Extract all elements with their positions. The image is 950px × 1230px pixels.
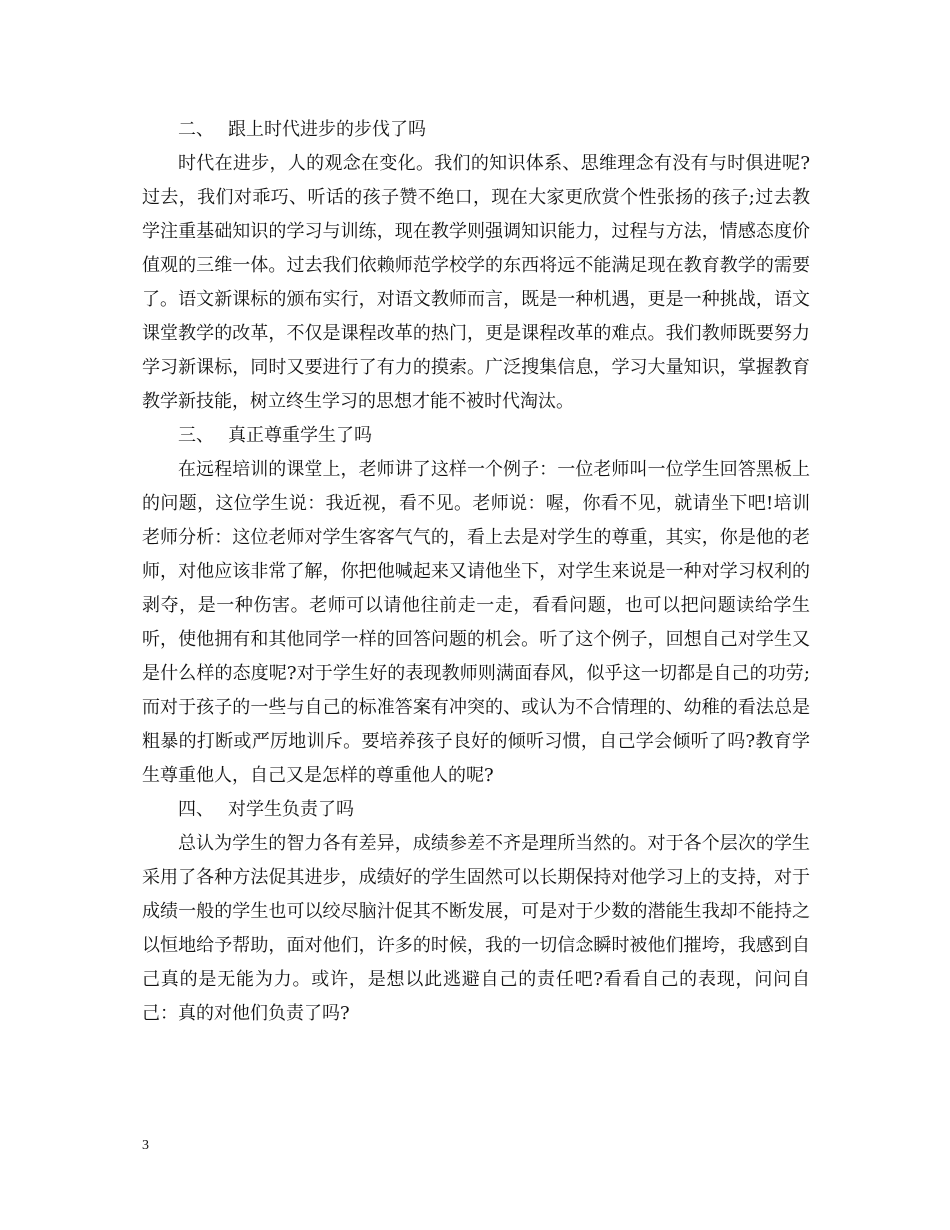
page-number: 3 <box>142 1138 149 1153</box>
section-heading-2 <box>142 113 810 147</box>
section-heading-number: 四、 <box>178 799 214 820</box>
document-body <box>142 113 810 1031</box>
section-heading-number: 三、 <box>178 425 214 446</box>
section-heading-4 <box>142 793 810 827</box>
section-heading-text: 跟上时代进步的步伐了吗 <box>228 119 426 140</box>
section-heading-number: 二、 <box>178 119 214 140</box>
section-paragraph-2: 时代在进步，人的观念在变化。我们的知识体系、思维理念有没有与时俱进呢?过去，我们对乖巧、听话的孩子赞不绝口，现在大家更欣赏个性张扬的孩子;过去教学注重基础知识的学习与训练，现在教学则强调知识能力，过程与方法，情感态度价值观的三维一体。过去我们依赖师范学校学的东西将远不能满足现在教育教学的需要了。语文新课标的颁布实行，对语文教师而言，既是一种机遇，更是一种挑战，语文课堂教学的改革，不仅是课程改革的热门，更是课程改革的难点。我们教师既要努力学习新课标，同时又要进行了有力的摸索。广泛搜集信息，学习大量知识，掌握教育教学新技能，树立终生学习的思想才能不被时代淘汰。 <box>142 153 810 412</box>
section-heading-3 <box>142 419 810 453</box>
section-paragraph-4: 总认为学生的智力各有差异，成绩参差不齐是理所当然的。对于各个层次的学生采用了各种方法促其进步，成绩好的学生固然可以长期保持对他学习上的支持，对于成绩一般的学生也可以绞尽脑汁促其不断发展，可是对于少数的潜能生我却不能持之以恒地给予帮助，面对他们，许多的时候，我的一切信念瞬时被他们摧垮，我感到自己真的是无能为力。或许，是想以此逃避自己的责任吧?看看自己的表现，问问自己：真的对他们负责了吗? <box>142 833 810 1024</box>
section-heading-text: 真正尊重学生了吗 <box>228 425 372 446</box>
section-heading-text: 对学生负责了吗 <box>228 799 354 820</box>
section-paragraph-3: 在远程培训的课堂上，老师讲了这样一个例子：一位老师叫一位学生回答黑板上的问题，这位学生说：我近视，看不见。老师说：喔，你看不见，就请坐下吧!培训老师分析：这位老师对学生客客气气的，看上去是对学生的尊重，其实，你是他的老师，对他应该非常了解，你把他喊起来又请他坐下，对学生来说是一种对学习权利的剥夺，是一种伤害。老师可以请他往前走一走，看看问题，也可以把问题读给学生听，使他拥有和其他同学一样的回答问题的机会。听了这个例子，回想自己对学生又是什么样的态度呢?对于学生好的表现教师则满面春风，似乎这一切都是自己的功劳;而对于孩子的一些与自己的标准答案有冲突的、或认为不合情理的、幼稚的看法总是粗暴的打断或严厉地训斥。要培养孩子良好的倾听习惯，自己学会倾听了吗?教育学生尊重他人，自己又是怎样的尊重他人的呢? <box>142 459 810 786</box>
